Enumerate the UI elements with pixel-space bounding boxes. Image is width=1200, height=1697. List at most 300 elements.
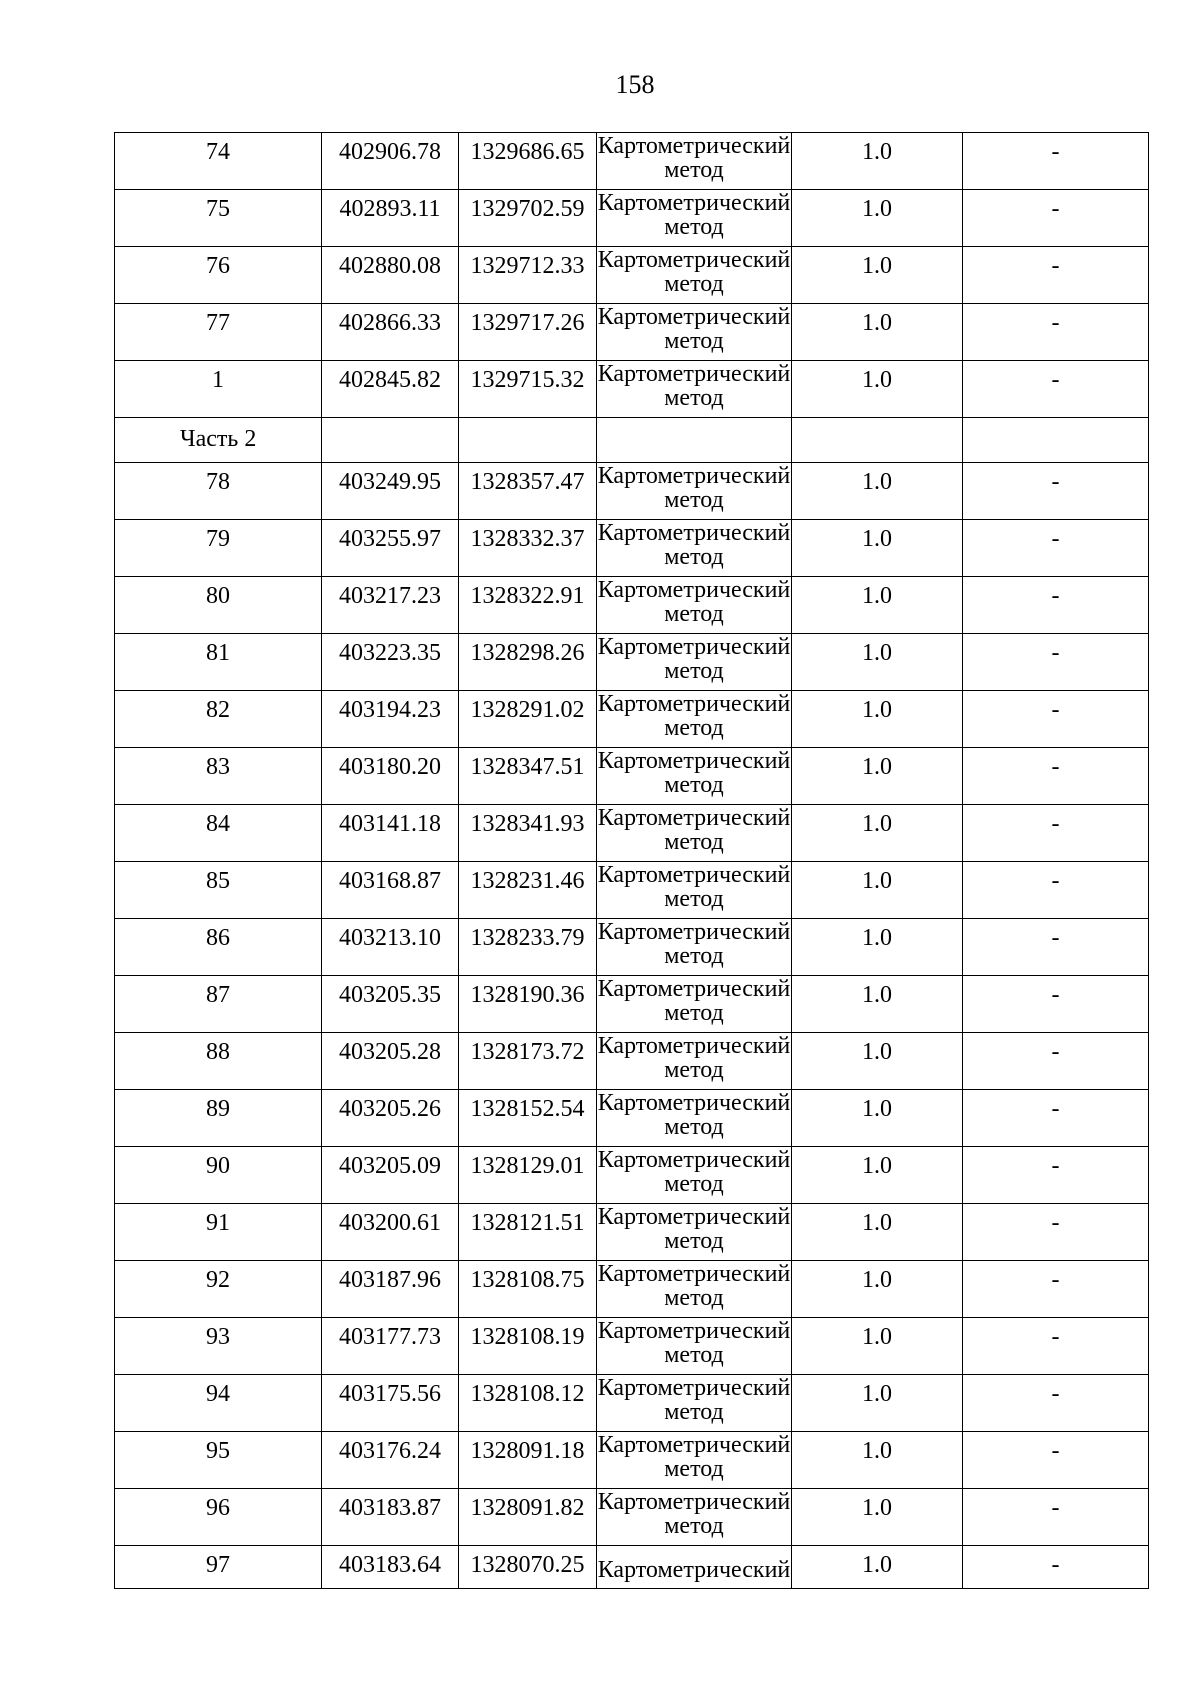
method-text [597,190,791,239]
coordinates-table [114,132,1149,1589]
point-number [115,1546,322,1589]
method [597,862,792,919]
point-number [115,361,322,418]
table-row [115,1432,1149,1489]
y-coordinate-text: 1329715.32 [470,367,585,393]
x-coordinate [322,520,459,577]
x-coordinate-text: 403217.23 [339,583,441,609]
accuracy-text: 1.0 [862,139,892,165]
note-text: - [1051,139,1060,165]
table-body-part-2 [115,463,1149,1546]
table-row [115,304,1149,361]
y-coordinate-text: 1328108.19 [470,1324,585,1350]
x-coordinate-text: 403187.96 [339,1267,441,1293]
accuracy-text: 1.0 [862,253,892,279]
point-number [115,1204,322,1261]
method [597,1090,792,1147]
part-label: Часть 2 [180,426,257,452]
point-number-text: 89 [206,1096,230,1122]
x-coordinate [322,1033,459,1090]
point-number [115,976,322,1033]
accuracy-text: 1.0 [862,1552,892,1578]
y-coordinate [459,1432,597,1489]
accuracy [792,1147,963,1204]
method-text [597,1546,791,1582]
point-number-text: 77 [206,310,230,336]
method [597,190,792,247]
table-row [115,805,1149,862]
point-number [115,520,322,577]
empty-cell [792,418,963,463]
accuracy [792,1090,963,1147]
note [963,304,1149,361]
note-text: - [1051,754,1060,780]
method-line-2: метод [664,157,724,183]
y-coordinate-text: 1328173.72 [470,1039,585,1065]
note [963,577,1149,634]
accuracy-text: 1.0 [862,925,892,951]
x-coordinate [322,976,459,1033]
method-text [597,976,791,1025]
accuracy-text: 1.0 [862,1210,892,1236]
y-coordinate [459,520,597,577]
method-line-1: Картометрический [597,247,791,273]
accuracy-text: 1.0 [862,754,892,780]
note-text: - [1051,526,1060,552]
point-number-text: 81 [206,640,230,666]
x-coordinate [322,1432,459,1489]
method [597,1375,792,1432]
point-number [115,133,322,190]
note [963,1546,1149,1589]
note-text: - [1051,1324,1060,1350]
point-number-text: 82 [206,697,230,723]
note [963,748,1149,805]
method-line-1: Картометрический [597,133,791,159]
x-coordinate [322,1375,459,1432]
method-text [597,247,791,296]
x-coordinate-text: 402906.78 [339,139,441,165]
point-number [115,1489,322,1546]
note-text: - [1051,697,1060,723]
table-row [115,247,1149,304]
y-coordinate-text: 1328231.46 [470,868,585,894]
x-coordinate-text: 402866.33 [339,310,441,336]
y-coordinate [459,1090,597,1147]
accuracy-text: 1.0 [862,1039,892,1065]
method-line-1: Картометрический [597,748,791,774]
table-row [115,190,1149,247]
note [963,463,1149,520]
x-coordinate-text: 403194.23 [339,697,441,723]
accuracy-text: 1.0 [862,1324,892,1350]
method [597,919,792,976]
y-coordinate [459,247,597,304]
method-text [597,1261,791,1310]
method-line-2: метод [664,1513,724,1539]
point-number-text: 76 [206,253,230,279]
note [963,976,1149,1033]
x-coordinate [322,1489,459,1546]
y-coordinate [459,1261,597,1318]
point-number [115,691,322,748]
method [597,1204,792,1261]
note-text: - [1051,1381,1060,1407]
y-coordinate [459,805,597,862]
method-line-1: Картометрический [597,634,791,660]
x-coordinate-text: 403213.10 [339,925,441,951]
method-line-2: метод [664,1342,724,1368]
accuracy [792,862,963,919]
method [597,520,792,577]
accuracy [792,190,963,247]
point-number-text: 96 [206,1495,230,1521]
point-number-text: 93 [206,1324,230,1350]
method [597,247,792,304]
accuracy [792,748,963,805]
point-number-text: 79 [206,526,230,552]
y-coordinate-text: 1328108.75 [470,1267,585,1293]
method-line-1: Картометрический [597,520,791,546]
method-text [597,862,791,911]
method-text [597,691,791,740]
accuracy [792,805,963,862]
note [963,1489,1149,1546]
note-text: - [1051,1552,1060,1578]
note-text: - [1051,583,1060,609]
method [597,976,792,1033]
table-row [115,748,1149,805]
x-coordinate-text: 402845.82 [339,367,441,393]
method-line-2: метод [664,658,724,684]
y-coordinate-text: 1328108.12 [470,1381,585,1407]
note-text: - [1051,469,1060,495]
y-coordinate-text: 1328152.54 [470,1096,585,1122]
accuracy-text: 1.0 [862,1495,892,1521]
table-row [115,976,1149,1033]
note [963,361,1149,418]
x-coordinate-text: 403168.87 [339,868,441,894]
empty-cell [963,418,1149,463]
note [963,1375,1149,1432]
accuracy-text: 1.0 [862,367,892,393]
point-number [115,1261,322,1318]
y-coordinate-text: 1329702.59 [470,196,585,222]
table-row [115,919,1149,976]
y-coordinate-text: 1328291.02 [470,697,585,723]
accuracy [792,304,963,361]
note-text: - [1051,1039,1060,1065]
method-line-1: Картометрический [597,1204,791,1230]
x-coordinate [322,1318,459,1375]
method-line-2: метод [664,385,724,411]
method-line-2: метод [664,943,724,969]
note [963,133,1149,190]
point-number-text: 84 [206,811,230,837]
method-text [597,1147,791,1196]
x-coordinate [322,1090,459,1147]
y-coordinate [459,1318,597,1375]
accuracy-text: 1.0 [862,196,892,222]
method-text [597,1090,791,1139]
point-number [115,748,322,805]
method-line-2: метод [664,1456,724,1482]
method-line-2: метод [664,328,724,354]
y-coordinate-text: 1328190.36 [470,982,585,1008]
method-line-1: Картометрический [597,463,791,489]
table-row [115,577,1149,634]
table-row [115,634,1149,691]
x-coordinate-text: 403223.35 [339,640,441,666]
y-coordinate [459,748,597,805]
y-coordinate-text: 1328121.51 [470,1210,585,1236]
point-number-text: 74 [206,139,230,165]
accuracy [792,691,963,748]
method-line-2: метод [664,715,724,741]
x-coordinate [322,1147,459,1204]
accuracy-text: 1.0 [862,1381,892,1407]
table-row [115,1489,1149,1546]
point-number-text: 78 [206,469,230,495]
table-row [115,1090,1149,1147]
method-line-1: Картометрический [597,976,791,1002]
method [597,748,792,805]
method-text [597,463,791,512]
method-line-2: метод [664,544,724,570]
method [597,634,792,691]
y-coordinate [459,976,597,1033]
note-text: - [1051,1210,1060,1236]
method-line-1: Картометрический [597,577,791,603]
accuracy [792,919,963,976]
point-number-text: 80 [206,583,230,609]
x-coordinate [322,133,459,190]
y-coordinate [459,1489,597,1546]
method-line-1: Картометрический [597,190,791,216]
x-coordinate-text: 403180.20 [339,754,441,780]
table-body-part-1 [115,133,1149,418]
accuracy-text: 1.0 [862,982,892,1008]
point-number-text: 92 [206,1267,230,1293]
y-coordinate [459,304,597,361]
point-number [115,304,322,361]
method-line-2: метод [664,214,724,240]
accuracy [792,133,963,190]
y-coordinate-text: 1328129.01 [470,1153,585,1179]
point-number [115,862,322,919]
accuracy [792,520,963,577]
accuracy-text: 1.0 [862,697,892,723]
note-text: - [1051,868,1060,894]
accuracy [792,1489,963,1546]
method [597,1489,792,1546]
x-coordinate [322,805,459,862]
table-row [115,1546,1149,1589]
method-line-2: метод [664,829,724,855]
note [963,1033,1149,1090]
point-number-text: 85 [206,868,230,894]
method-line-2: метод [664,1057,724,1083]
y-coordinate [459,691,597,748]
table-row [115,1204,1149,1261]
note [963,1204,1149,1261]
x-coordinate-text: 403205.28 [339,1039,441,1065]
note-text: - [1051,367,1060,393]
table-row [115,361,1149,418]
point-number [115,463,322,520]
x-coordinate-text: 403183.64 [339,1552,441,1578]
note [963,691,1149,748]
method-line-2: метод [664,1114,724,1140]
y-coordinate-text: 1328070.25 [470,1552,585,1578]
note [963,520,1149,577]
point-number-text: 91 [206,1210,230,1236]
y-coordinate [459,1033,597,1090]
accuracy-text: 1.0 [862,811,892,837]
method-line-1: Картометрический [597,805,791,831]
point-number-text: 86 [206,925,230,951]
table-row [115,1318,1149,1375]
method [597,463,792,520]
accuracy [792,976,963,1033]
accuracy-text: 1.0 [862,1438,892,1464]
method-line-1: Картометрический [597,1147,791,1173]
method-line-1: Картометрический [597,304,791,330]
note-text: - [1051,640,1060,666]
accuracy-text: 1.0 [862,526,892,552]
y-coordinate-text: 1328233.79 [470,925,585,951]
accuracy-text: 1.0 [862,640,892,666]
x-coordinate [322,190,459,247]
method [597,805,792,862]
x-coordinate-text: 403255.97 [339,526,441,552]
method [597,1147,792,1204]
method-line-1: Картометрический [597,361,791,387]
y-coordinate-text: 1328091.82 [470,1495,585,1521]
method-line-1: Картометрический [597,1261,791,1287]
method-text [597,919,791,968]
method-text [597,1033,791,1082]
point-number [115,1432,322,1489]
method-text [597,361,791,410]
x-coordinate [322,577,459,634]
y-coordinate [459,862,597,919]
x-coordinate-text: 402893.11 [339,196,441,222]
table-row [115,1261,1149,1318]
point-number [115,805,322,862]
method-text [597,577,791,626]
page-number: 158 [615,70,655,99]
y-coordinate [459,361,597,418]
y-coordinate-text: 1328341.93 [470,811,585,837]
method-text [597,1318,791,1367]
method [597,361,792,418]
note-text: - [1051,925,1060,951]
accuracy [792,634,963,691]
table-row [115,520,1149,577]
accuracy-text: 1.0 [862,1153,892,1179]
point-number [115,1375,322,1432]
x-coordinate-text: 403205.26 [339,1096,441,1122]
x-coordinate-text: 403183.87 [339,1495,441,1521]
y-coordinate-text: 1329717.26 [470,310,585,336]
point-number-text: 75 [206,196,230,222]
accuracy-text: 1.0 [862,868,892,894]
accuracy-text: 1.0 [862,583,892,609]
method-line-2: метод [664,1171,724,1197]
note [963,805,1149,862]
x-coordinate [322,634,459,691]
empty-cell [597,418,792,463]
accuracy [792,247,963,304]
method-text [597,133,791,182]
method-line-1: Картометрический [597,1318,791,1344]
y-coordinate-text: 1328357.47 [470,469,585,495]
note-text: - [1051,253,1060,279]
method-text [597,634,791,683]
method-text [597,748,791,797]
part-row [115,418,1149,463]
table-row [115,691,1149,748]
y-coordinate [459,133,597,190]
x-coordinate [322,1546,459,1589]
note-text: - [1051,982,1060,1008]
point-number-text: 94 [206,1381,230,1407]
table-row [115,862,1149,919]
table-row [115,1033,1149,1090]
x-coordinate-text: 403205.09 [339,1153,441,1179]
note-text: - [1051,1438,1060,1464]
y-coordinate [459,463,597,520]
x-coordinate [322,463,459,520]
method [597,1432,792,1489]
x-coordinate [322,691,459,748]
accuracy [792,1432,963,1489]
accuracy [792,1318,963,1375]
note [963,634,1149,691]
point-number [115,247,322,304]
method [597,577,792,634]
note [963,1090,1149,1147]
part-header [115,418,1149,463]
note-text: - [1051,1495,1060,1521]
y-coordinate-text: 1328332.37 [470,526,585,552]
x-coordinate-text: 403177.73 [339,1324,441,1350]
point-number [115,1033,322,1090]
method [597,304,792,361]
method [597,691,792,748]
accuracy-text: 1.0 [862,1096,892,1122]
method [597,1318,792,1375]
method-line-2: метод [664,1228,724,1254]
part-label-cell [115,418,322,463]
table-body-last [115,1546,1149,1589]
note [963,247,1149,304]
x-coordinate [322,247,459,304]
point-number [115,1090,322,1147]
point-number [115,190,322,247]
x-coordinate-text: 403200.61 [339,1210,441,1236]
accuracy [792,1204,963,1261]
x-coordinate-text: 403176.24 [339,1438,441,1464]
empty-cell [322,418,459,463]
note-text: - [1051,811,1060,837]
point-number-text: 83 [206,754,230,780]
note-text: - [1051,196,1060,222]
point-number [115,1318,322,1375]
method-line-2: метод [664,271,724,297]
y-coordinate-text: 1329686.65 [470,139,585,165]
